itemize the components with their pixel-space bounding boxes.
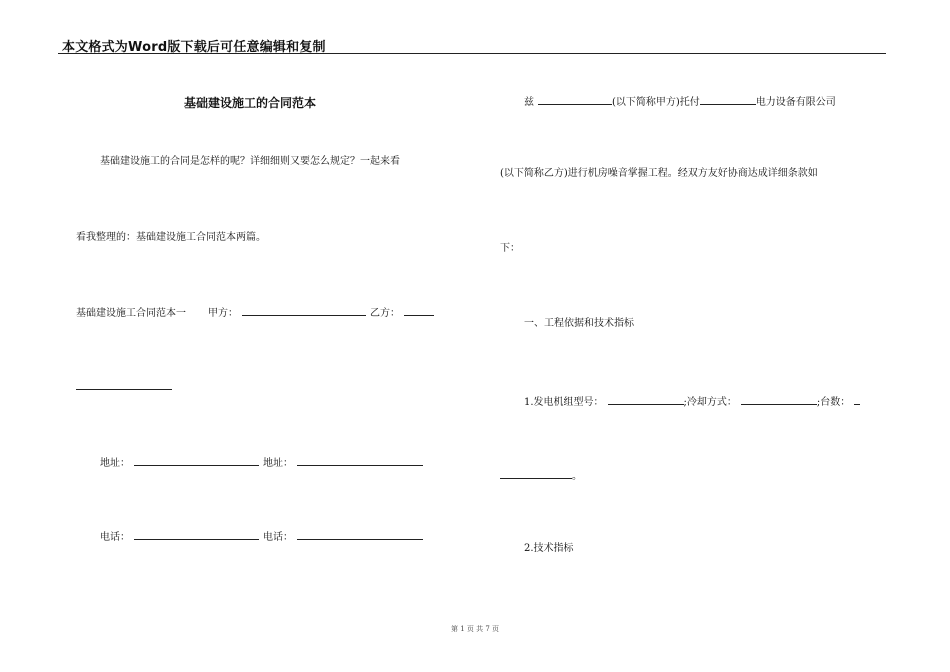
item-2-title: 2.技术指标 bbox=[524, 543, 574, 554]
page-footer: 第 1 页 共 7 页 bbox=[450, 625, 500, 633]
item-1-line-continued bbox=[500, 468, 582, 483]
phone-label-b: 电话： bbox=[263, 532, 293, 543]
document-title: 基础建设施工的合同范本 bbox=[184, 96, 317, 110]
address-b-blank[interactable] bbox=[297, 455, 423, 466]
generator-model-blank[interactable] bbox=[608, 394, 684, 405]
line1-suffix: 电力设备有限公司 bbox=[755, 97, 836, 108]
intro-line-2: 看我整理的：基础建设施工合同范本两篇。 bbox=[76, 232, 266, 243]
party-b-blank-continued[interactable] bbox=[76, 379, 172, 390]
address-line bbox=[100, 455, 423, 470]
phone-line bbox=[100, 529, 423, 544]
address-label-b: 地址： bbox=[263, 458, 293, 469]
line1-prefix: 兹 bbox=[524, 97, 534, 108]
parties-line bbox=[76, 305, 434, 320]
item-1-line bbox=[524, 394, 860, 409]
generator-model-label: 1.发电机组型号： bbox=[524, 397, 604, 408]
party-a-blank[interactable] bbox=[242, 305, 366, 316]
right-line-2: (以下简称乙方)进行机房噪音掌握工程。经双方友好协商达成详细条款如 bbox=[500, 168, 818, 179]
page-header-title: 本文格式为Word版下载后可任意编辑和复制 bbox=[62, 40, 326, 55]
cooling-method-label: ;冷却方式： bbox=[683, 397, 737, 408]
address-label-a: 地址： bbox=[100, 458, 130, 469]
unit-count-blank[interactable] bbox=[854, 394, 860, 405]
intro-line-1: 基础建设施工的合同是怎样的呢？详细细则又要怎么规定？一起来看 bbox=[100, 156, 400, 167]
cooling-method-blank[interactable] bbox=[741, 394, 817, 405]
party-a-label: 甲方： bbox=[208, 308, 238, 319]
section-1-title: 一、工程依据和技术指标 bbox=[524, 318, 634, 329]
phone-b-blank[interactable] bbox=[297, 529, 423, 540]
company-name-blank[interactable] bbox=[700, 94, 756, 105]
item-1-end-mark: 。 bbox=[572, 471, 582, 482]
address-a-blank[interactable] bbox=[134, 455, 259, 466]
contract-heading: 基础建设施工合同范本一 bbox=[76, 308, 186, 319]
party-b-label: 乙方： bbox=[370, 308, 400, 319]
phone-label-a: 电话： bbox=[100, 532, 130, 543]
unit-count-label: ;台数： bbox=[816, 397, 851, 408]
header-divider bbox=[58, 53, 886, 54]
phone-a-blank[interactable] bbox=[134, 529, 259, 540]
party-b-blank[interactable] bbox=[404, 305, 434, 316]
unit-count-blank-continued[interactable] bbox=[500, 468, 572, 479]
line1-middle: (以下简称甲方)托付 bbox=[612, 97, 700, 108]
party-a-name-blank[interactable] bbox=[538, 94, 612, 105]
right-line-1 bbox=[524, 94, 836, 109]
right-line-3: 下： bbox=[500, 243, 520, 254]
